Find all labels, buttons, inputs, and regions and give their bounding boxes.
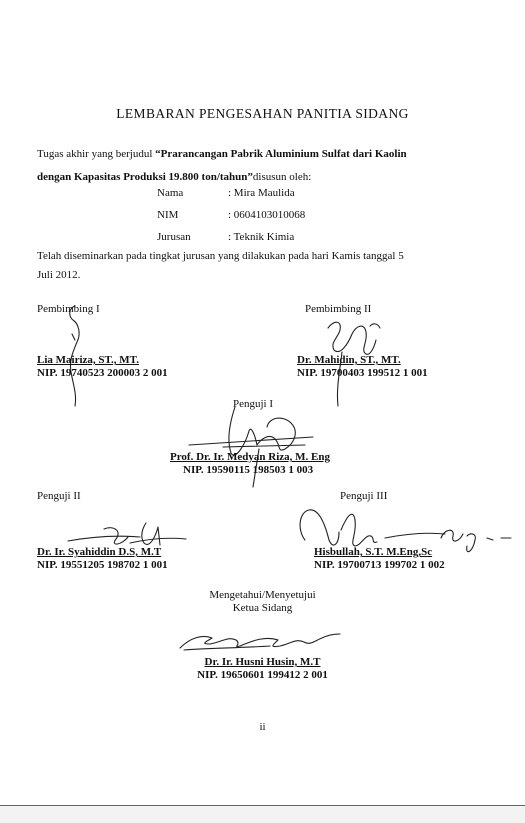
student-name-label: Nama	[157, 187, 184, 199]
pembimbing-2-name: Dr. Mahidin, ST., MT.	[297, 354, 401, 366]
penguji-2-nip: NIP. 19551205 198702 1 001	[37, 559, 168, 571]
pembimbing-2-role: Pembimbing II	[305, 303, 372, 315]
ketua-name: Dr. Ir. Husni Husin, M.T	[204, 656, 321, 668]
approval-text: Mengetahui/Menyetujui	[209, 589, 316, 601]
pembimbing-1-nip: NIP. 19740523 200003 2 001	[37, 367, 168, 379]
intro-text: Tugas akhir yang berjudul	[37, 148, 156, 160]
committee-chair-label: Ketua Sidang	[232, 602, 293, 614]
penguji-1-nip: NIP. 19590115 198503 1 003	[183, 464, 314, 476]
penguji-2-role: Penguji II	[37, 490, 81, 502]
penguji-2-name: Dr. Ir. Syahiddin D.S, M.T	[37, 546, 162, 558]
seminar-line-1: Telah diseminarkan pada tingkat jurusan yang dilakukan pada hari Kamis tanggal 5	[37, 250, 404, 262]
page-title: LEMBARAN PENGESAHAN PANITIA SIDANG	[116, 106, 409, 121]
penguji-1-role: Penguji I	[233, 398, 274, 410]
signature-ketua	[170, 626, 350, 656]
penguji-3-nip: NIP. 19700713 199702 1 002	[314, 559, 445, 571]
penguji-1-name: Prof. Dr. Ir. Medyan Riza, M. Eng	[170, 451, 331, 463]
intro-line-2	[37, 166, 311, 189]
student-major-label: Jurusan	[157, 231, 191, 243]
pembimbing-1-name: Lia Mairiza, ST., MT.	[37, 354, 139, 366]
thesis-title-line-2: dengan Kapasitas Produksi 19.800 ton/tahun”	[37, 171, 253, 183]
pembimbing-1-role: Pembimbing I	[37, 303, 100, 315]
ketua-nip: NIP. 19650601 199412 2 001	[197, 669, 328, 681]
student-nim-value: : 0604103010068	[228, 209, 306, 221]
student-name-value: : Mira Maulida	[228, 187, 295, 199]
page-number: ii	[259, 721, 266, 733]
seminar-line-2: Juli 2012.	[37, 269, 81, 281]
student-major-value: : Teknik Kimia	[228, 231, 295, 243]
pembimbing-2-nip: NIP. 19700403 199512 1 001	[297, 367, 428, 379]
page-bottom-shade	[0, 806, 525, 823]
intro-line-1	[37, 143, 407, 166]
penguji-3-name: Hisbullah, S.T. M.Eng,Sc	[314, 546, 433, 558]
intro-suffix: disusun oleh:	[252, 171, 312, 183]
student-nim-label: NIM	[157, 209, 179, 221]
thesis-title-line-1: “Prarancangan Pabrik Aluminium Sulfat dari Kaolin	[155, 148, 407, 160]
penguji-3-role: Penguji III	[340, 490, 388, 502]
